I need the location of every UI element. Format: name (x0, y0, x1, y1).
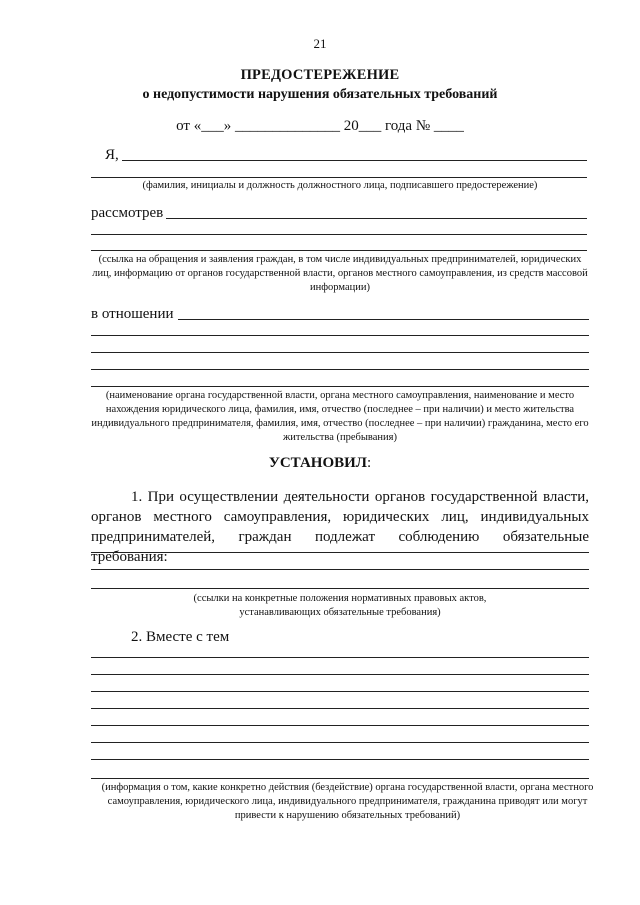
item-2-caption: (информация о том, какие конкретно действия (бездействие) органа государственной власти, органа местного самоуправления, юридического лица, индивидуального предпринимателя, гражданина приводят или могут привести к нарушению обязательных требований) (101, 782, 594, 821)
reviewed-caption: (ссылка на обращения и заявления граждан, в том числе индивидуальных предпринимателей, юридических лиц, информацию от органов государственной власти, органов местного самоуправления, из средств массовой информации) (92, 254, 588, 293)
official-fill-line[interactable] (122, 160, 587, 161)
in-relation-fill-line-2[interactable] (91, 335, 589, 336)
in-relation-fill-line-4[interactable] (91, 369, 589, 370)
item-1-fill-line-2[interactable] (91, 569, 589, 570)
reviewed-fill-line[interactable] (166, 218, 587, 219)
in-relation-fill-line-3[interactable] (91, 352, 589, 353)
item-2-text: 2. Вместе с тем (131, 629, 230, 645)
official-caption: (фамилия, инициалы и должность должностного лица, подписавшего предостережение) (142, 180, 538, 191)
in-relation-fill-line[interactable] (178, 319, 589, 320)
item-2-fill-line[interactable] (91, 657, 589, 658)
item-2-fill-line-5[interactable] (91, 725, 589, 726)
reviewed-fill-line-3[interactable] (91, 250, 587, 251)
item-2-fill-line-2[interactable] (91, 674, 589, 675)
item-2-fill-line-8[interactable] (91, 778, 589, 779)
in-relation-fill-line-5[interactable] (91, 386, 589, 387)
item-1-caption: (ссылки на конкретные положения нормативных правовых актов, устанавливающих обязательные требования) (193, 593, 487, 618)
reviewed-fill-line-2[interactable] (91, 234, 587, 235)
item-2-fill-line-6[interactable] (91, 742, 589, 743)
date-number-line: от «___» ______________ 20___ года № ____ (176, 118, 464, 134)
reviewed-label: рассмотрев (91, 205, 164, 221)
item-1-fill-line-3[interactable] (91, 588, 589, 589)
in-relation-caption: (наименование органа государственной власти, органа местного самоуправления, наименование и место нахождения юридического лица, фамилия, имя, отчество (последнее – при наличии) и место жительства индивидуального предпринимателя, фамилия, имя, отчество (последнее – при наличии) гражданина, место его жительства (пребывания) (91, 390, 589, 443)
page-number: 21 (313, 36, 327, 51)
official-label: Я, (105, 147, 119, 163)
established-heading: УСТАНОВИЛ: (268, 455, 372, 471)
item-1-text: 1. При осуществлении деятельности органов государственной власти, органов местного самоуправления, юридических лиц, индивидуальных предпринимателей, граждан подлежат соблюдению обязательные требования: (91, 489, 589, 565)
item-2-fill-line-3[interactable] (91, 691, 589, 692)
in-relation-label: в отношении (91, 306, 174, 322)
official-fill-line-2[interactable] (91, 177, 587, 178)
document-title: ПРЕДОСТЕРЕЖЕНИЕ (240, 67, 400, 83)
document-subtitle: о недопустимости нарушения обязательных требований (142, 87, 498, 102)
item-2-fill-line-7[interactable] (91, 759, 589, 760)
item-2-fill-line-4[interactable] (91, 708, 589, 709)
item-1-fill-line[interactable] (91, 552, 589, 553)
